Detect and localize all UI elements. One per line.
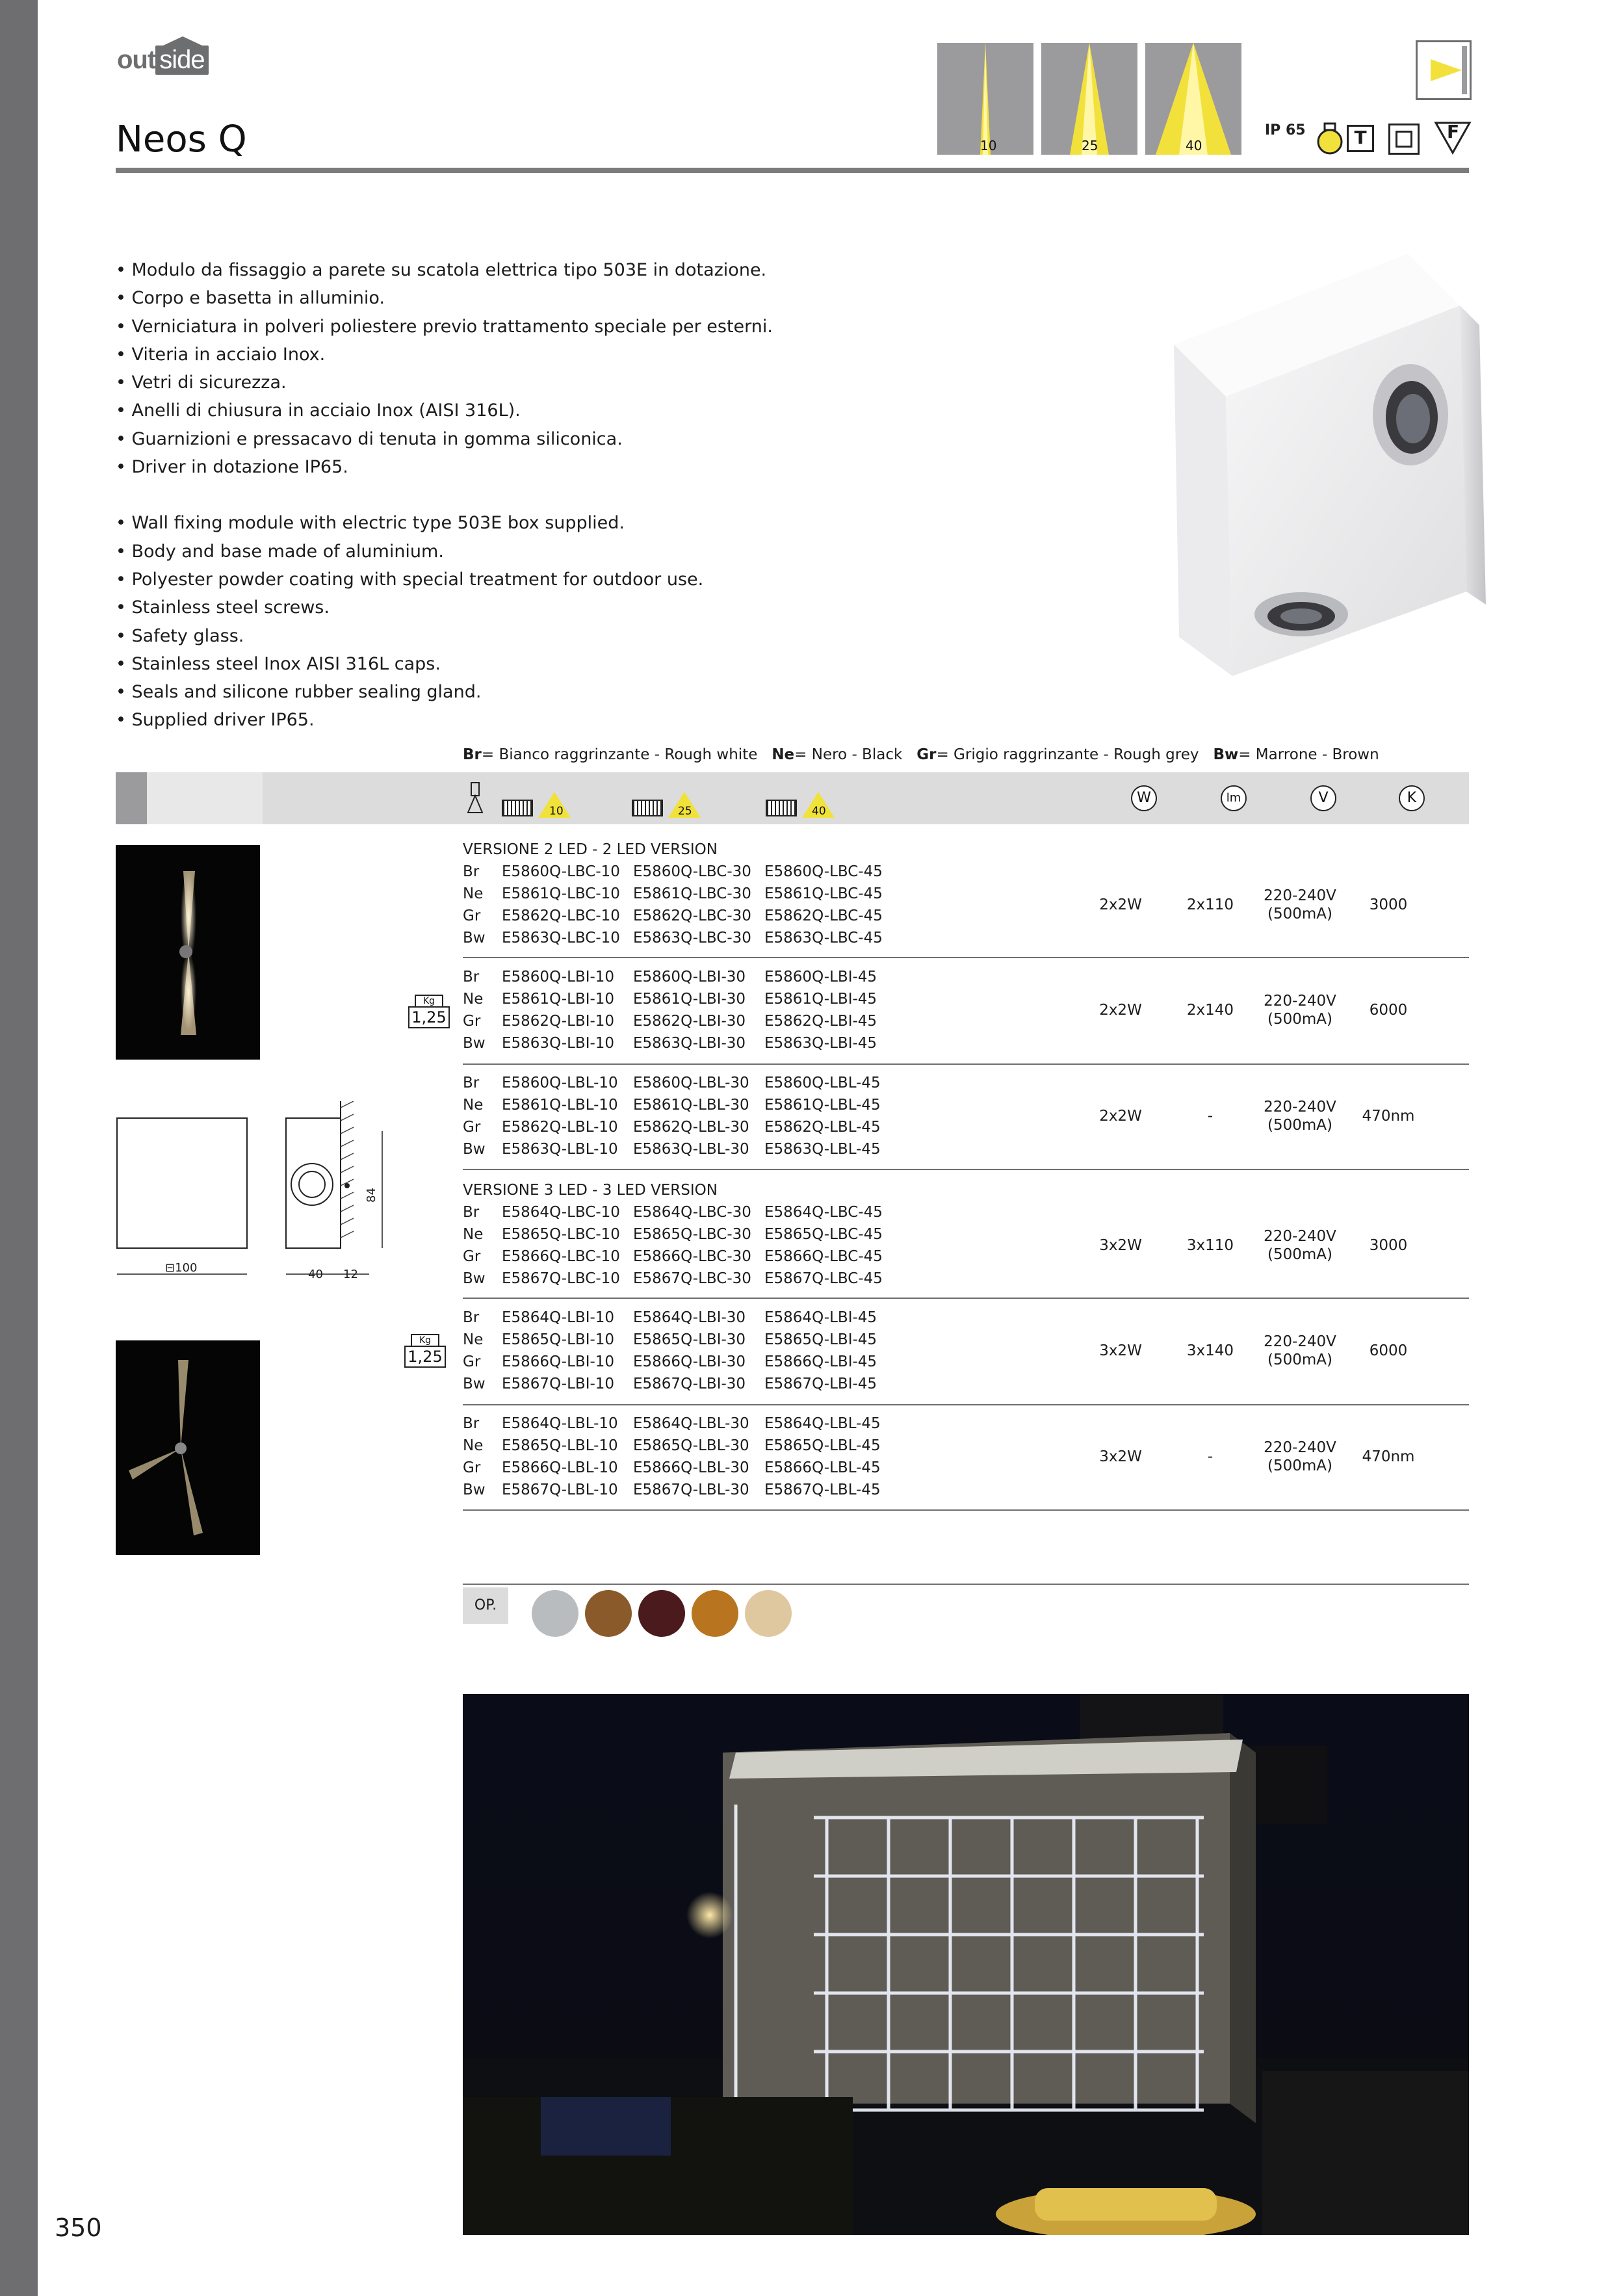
- product-code: E5863Q-LBL-10: [502, 1141, 618, 1158]
- brand-logo: [117, 46, 209, 75]
- product-code: E5861Q-LBI-10: [502, 991, 615, 1008]
- voltage-value: (500mA): [1267, 1457, 1332, 1474]
- product-code: E5861Q-LBC-45: [764, 885, 883, 902]
- product-code: E5864Q-LBL-45: [764, 1415, 881, 1432]
- lumen-value: -: [1207, 1108, 1214, 1125]
- voltage-value: (500mA): [1267, 1011, 1332, 1028]
- dim-depth: 40: [308, 1268, 323, 1281]
- color-temp-value: 470nm: [1362, 1448, 1415, 1465]
- finish-code: Gr: [463, 1248, 481, 1265]
- weight-unit: Kg: [411, 1334, 439, 1346]
- page-number: 350: [55, 2213, 102, 2242]
- finish-swatch-mahogany[interactable]: [638, 1590, 685, 1637]
- finish-code: Br: [463, 969, 480, 985]
- finish-code: Bw: [463, 1035, 486, 1052]
- kelvin-icon: K: [1399, 785, 1425, 811]
- color-temp-value: 6000: [1369, 1342, 1408, 1359]
- product-code: E5865Q-LBI-30: [633, 1331, 746, 1348]
- weight-value: 1,25: [408, 1006, 450, 1028]
- finish-code: Ne: [463, 991, 484, 1008]
- product-code: E5866Q-LBC-10: [502, 1248, 620, 1265]
- finish-code: Br: [463, 1309, 480, 1326]
- finish-swatch-silver[interactable]: [532, 1590, 578, 1637]
- product-code: E5865Q-LBC-30: [633, 1226, 751, 1243]
- feature-en: • Seals and silicone rubber sealing gland.: [116, 682, 482, 703]
- dimension-drawing: [116, 1101, 389, 1290]
- legend-code: Gr: [916, 746, 937, 763]
- legend-code: Br: [463, 746, 482, 763]
- lumen-value: 3x110: [1186, 1237, 1234, 1254]
- finish-code: Ne: [463, 885, 484, 902]
- feature-it: • Modulo da fissaggio a parete su scatola elettrica tipo 503E in dotazione.: [116, 260, 767, 280]
- led-strip-icon: [766, 800, 797, 816]
- wall-light-icon: [1416, 40, 1472, 100]
- product-code: E5862Q-LBL-30: [633, 1119, 749, 1136]
- title-divider: [116, 168, 1469, 173]
- product-code: E5867Q-LBI-30: [633, 1376, 746, 1392]
- light-effect-photo-2led: [116, 845, 260, 1060]
- product-code: E5862Q-LBC-30: [633, 907, 751, 924]
- beam-label: 10: [980, 138, 997, 153]
- dim-height: 84: [364, 1188, 378, 1203]
- product-code: E5860Q-LBI-10: [502, 969, 615, 985]
- finish-code: Gr: [463, 1459, 481, 1476]
- light-effect-photo-3led: [116, 1340, 260, 1555]
- feature-en: • Wall fixing module with electric type 503E box supplied.: [116, 513, 625, 534]
- product-code: E5865Q-LBL-10: [502, 1437, 618, 1454]
- page-side-band: [0, 0, 38, 2296]
- fixture-icon: [465, 781, 485, 814]
- color-legend: [463, 746, 1379, 763]
- color-temp-value: 3000: [1369, 1237, 1408, 1254]
- product-code: E5862Q-LBI-30: [633, 1013, 746, 1030]
- table-row-divider: [463, 1404, 1469, 1405]
- product-code: E5862Q-LBI-45: [764, 1013, 877, 1030]
- product-code: E5867Q-LBI-10: [502, 1376, 615, 1392]
- product-code: E5867Q-LBL-10: [502, 1481, 618, 1498]
- feature-it: • Anelli di chiusura in acciaio Inox (AISI 316L).: [116, 400, 521, 421]
- finish-code: Br: [463, 1075, 480, 1091]
- product-code: E5862Q-LBL-10: [502, 1119, 618, 1136]
- product-code: E5862Q-LBI-10: [502, 1013, 615, 1030]
- beam-angle-40-icon: [1145, 43, 1241, 155]
- product-code: E5864Q-LBC-30: [633, 1204, 751, 1221]
- voltage-value: (500mA): [1267, 1246, 1332, 1263]
- watt-icon: W: [1131, 785, 1157, 811]
- legend-text: = Grigio raggrinzante - Rough grey: [936, 746, 1199, 763]
- power-value: 2x2W: [1099, 1002, 1142, 1019]
- beam-header-label: 40: [812, 805, 826, 818]
- product-code: E5863Q-LBL-45: [764, 1141, 881, 1158]
- product-code: E5864Q-LBL-10: [502, 1415, 618, 1432]
- feature-it: • Guarnizioni e pressacavo di tenuta in gomma siliconica.: [116, 428, 623, 449]
- product-code: E5860Q-LBL-45: [764, 1075, 881, 1091]
- voltage-value: 220-240V: [1264, 887, 1336, 904]
- product-code: E5866Q-LBI-45: [764, 1353, 877, 1370]
- product-code: E5862Q-LBC-10: [502, 907, 620, 924]
- feature-en: • Supplied driver IP65.: [116, 710, 315, 731]
- product-code: E5865Q-LBC-10: [502, 1226, 620, 1243]
- product-title: Neos Q: [116, 118, 247, 161]
- finish-code: Bw: [463, 1376, 486, 1392]
- finish-code: Gr: [463, 1119, 481, 1136]
- lumen-value: 2x140: [1186, 1002, 1234, 1019]
- finish-swatch-walnut[interactable]: [585, 1590, 632, 1637]
- lumen-icon: lm: [1221, 785, 1247, 811]
- feature-en: • Stainless steel Inox AISI 316L caps.: [116, 653, 441, 674]
- feature-it: • Verniciatura in polveri poliestere previo trattamento speciale per esterni.: [116, 316, 773, 337]
- product-code: E5863Q-LBI-45: [764, 1035, 877, 1052]
- feature-en: • Polyester powder coating with special treatment for outdoor use.: [116, 569, 704, 590]
- weight-badge: [404, 1334, 446, 1368]
- color-temp-value: 6000: [1369, 1002, 1408, 1019]
- finish-code: Bw: [463, 930, 486, 946]
- volt-icon: V: [1310, 785, 1336, 811]
- voltage-value: 220-240V: [1264, 1439, 1336, 1456]
- weight-unit: Kg: [415, 995, 443, 1006]
- product-code: E5865Q-LBI-45: [764, 1331, 877, 1348]
- voltage-value: (500mA): [1267, 1351, 1332, 1368]
- weight-badge: [408, 995, 450, 1028]
- voltage-value: 220-240V: [1264, 1333, 1336, 1350]
- product-code: E5866Q-LBL-45: [764, 1459, 881, 1476]
- led-strip-icon: [502, 800, 533, 816]
- product-code: E5861Q-LBI-45: [764, 991, 877, 1008]
- product-code: E5860Q-LBC-45: [764, 863, 883, 880]
- product-code: E5863Q-LBI-10: [502, 1035, 615, 1052]
- legend-text: = Marrone - Brown: [1238, 746, 1379, 763]
- finish-code: Ne: [463, 1097, 484, 1114]
- product-code: E5866Q-LBC-30: [633, 1248, 751, 1265]
- feature-en: • Stainless steel screws.: [116, 597, 330, 618]
- power-value: 2x2W: [1099, 1108, 1142, 1125]
- color-temp-value: 3000: [1369, 896, 1408, 913]
- feature-en: • Body and base made of aluminium.: [116, 541, 444, 562]
- beam-angle-25-icon: [1041, 43, 1137, 155]
- product-code: E5864Q-LBC-45: [764, 1204, 883, 1221]
- flammable-symbol: F: [1447, 121, 1460, 142]
- options-divider: [463, 1584, 1469, 1585]
- feature-it: • Driver in dotazione IP65.: [116, 457, 348, 478]
- product-code: E5866Q-LBL-10: [502, 1459, 618, 1476]
- beam-header-label: 25: [678, 805, 692, 818]
- voltage-value: 220-240V: [1264, 1099, 1336, 1115]
- finish-code: Bw: [463, 1141, 486, 1158]
- color-temp-value: 470nm: [1362, 1108, 1415, 1125]
- product-code: E5864Q-LBL-30: [633, 1415, 749, 1432]
- product-code: E5867Q-LBI-45: [764, 1376, 877, 1392]
- dim-width-value: 100: [175, 1261, 198, 1275]
- table-row-divider: [463, 1169, 1469, 1170]
- lamp-icon: [1316, 122, 1344, 153]
- installation-photo: [463, 1694, 1469, 2235]
- finish-code: Ne: [463, 1437, 484, 1454]
- product-code: E5867Q-LBC-30: [633, 1270, 751, 1287]
- product-code: E5864Q-LBC-10: [502, 1204, 620, 1221]
- led-strip-icon: [632, 800, 663, 816]
- dim-offset: 12: [343, 1268, 358, 1281]
- power-value: 3x2W: [1099, 1342, 1142, 1359]
- product-code: E5867Q-LBL-30: [633, 1481, 749, 1498]
- finish-code: Ne: [463, 1331, 484, 1348]
- voltage-value: 220-240V: [1264, 993, 1336, 1010]
- product-code: E5865Q-LBL-45: [764, 1437, 881, 1454]
- beam-label: 40: [1186, 138, 1202, 153]
- product-code: E5866Q-LBI-10: [502, 1353, 615, 1370]
- legend-code: Bw: [1213, 746, 1239, 763]
- product-code: E5860Q-LBI-30: [633, 969, 746, 985]
- temperature-class-icon: T: [1347, 125, 1374, 152]
- options-label: OP.: [463, 1587, 508, 1624]
- table-row-divider: [463, 1509, 1469, 1511]
- product-code: E5867Q-LBL-45: [764, 1481, 881, 1498]
- class-ii-icon: [1388, 124, 1420, 155]
- product-code: E5861Q-LBC-10: [502, 885, 620, 902]
- finish-swatch-oak[interactable]: [692, 1590, 738, 1637]
- product-code: E5861Q-LBC-30: [633, 885, 751, 902]
- product-code: E5867Q-LBC-45: [764, 1270, 883, 1287]
- product-code: E5865Q-LBI-10: [502, 1331, 615, 1348]
- product-code: E5862Q-LBL-45: [764, 1119, 881, 1136]
- finish-code: Gr: [463, 907, 481, 924]
- voltage-value: (500mA): [1267, 1117, 1332, 1134]
- lumen-value: -: [1207, 1448, 1214, 1465]
- product-code: E5865Q-LBC-45: [764, 1226, 883, 1243]
- product-code: E5866Q-LBL-30: [633, 1459, 749, 1476]
- voltage-value: (500mA): [1267, 906, 1332, 922]
- feature-list: [116, 256, 773, 735]
- finish-code: Br: [463, 1415, 480, 1432]
- logo-text: out: [117, 46, 156, 74]
- product-code: E5860Q-LBC-10: [502, 863, 620, 880]
- logo-box-text: side: [155, 46, 208, 75]
- feature-en: • Safety glass.: [116, 625, 244, 646]
- legend-text: = Bianco raggrinzante - Rough white: [481, 746, 758, 763]
- product-code: E5864Q-LBI-45: [764, 1309, 877, 1326]
- product-code: E5863Q-LBC-30: [633, 930, 751, 946]
- feature-it: • Vetri di sicurezza.: [116, 372, 287, 393]
- product-code: E5865Q-LBL-30: [633, 1437, 749, 1454]
- finish-code: Br: [463, 863, 480, 880]
- beam-label: 25: [1082, 138, 1098, 153]
- lumen-value: 3x140: [1186, 1342, 1234, 1359]
- flammable-surface-icon: [1434, 121, 1472, 155]
- product-code: E5861Q-LBL-45: [764, 1097, 881, 1114]
- finish-code: Bw: [463, 1270, 486, 1287]
- power-value: 2x2W: [1099, 896, 1142, 913]
- product-code: E5860Q-LBI-45: [764, 969, 877, 985]
- finish-swatch-birch[interactable]: [745, 1590, 792, 1637]
- product-code: E5863Q-LBL-30: [633, 1141, 749, 1158]
- dim-width: ⊟100: [165, 1261, 198, 1275]
- product-code: E5861Q-LBL-30: [633, 1097, 749, 1114]
- feature-it: • Viteria in acciaio Inox.: [116, 344, 326, 365]
- finish-code: Br: [463, 1204, 480, 1221]
- version-heading: VERSIONE 2 LED - 2 LED VERSION: [463, 841, 718, 858]
- finish-code: Gr: [463, 1013, 481, 1030]
- legend-text: = Nero - Black: [794, 746, 903, 763]
- beam-header-label: 10: [549, 805, 564, 818]
- ip-rating: IP 65: [1265, 122, 1306, 138]
- product-code: E5864Q-LBI-10: [502, 1309, 615, 1326]
- finish-code: Gr: [463, 1353, 481, 1370]
- lumen-value: 2x110: [1186, 896, 1234, 913]
- product-code: E5864Q-LBI-30: [633, 1309, 746, 1326]
- finish-code: Bw: [463, 1481, 486, 1498]
- product-image: [1154, 254, 1492, 683]
- product-code: E5862Q-LBC-45: [764, 907, 883, 924]
- table-row-divider: [463, 1063, 1469, 1065]
- power-value: 3x2W: [1099, 1448, 1142, 1465]
- product-code: E5860Q-LBL-30: [633, 1075, 749, 1091]
- version-heading: VERSIONE 3 LED - 3 LED VERSION: [463, 1182, 718, 1199]
- feature-it: • Corpo e basetta in alluminio.: [116, 288, 385, 309]
- voltage-value: 220-240V: [1264, 1228, 1336, 1245]
- beam-angle-10-icon: [937, 43, 1033, 155]
- finish-code: Ne: [463, 1226, 484, 1243]
- table-row-divider: [463, 957, 1469, 958]
- product-code: E5863Q-LBC-45: [764, 930, 883, 946]
- table-row-divider: [463, 1298, 1469, 1299]
- product-code: E5867Q-LBC-10: [502, 1270, 620, 1287]
- product-code: E5861Q-LBI-30: [633, 991, 746, 1008]
- legend-code: Ne: [772, 746, 795, 763]
- product-code: E5866Q-LBI-30: [633, 1353, 746, 1370]
- product-code: E5860Q-LBC-30: [633, 863, 751, 880]
- product-code: E5863Q-LBC-10: [502, 930, 620, 946]
- weight-value: 1,25: [404, 1346, 446, 1368]
- product-code: E5861Q-LBL-10: [502, 1097, 618, 1114]
- product-code: E5863Q-LBI-30: [633, 1035, 746, 1052]
- product-code: E5866Q-LBC-45: [764, 1248, 883, 1265]
- product-code: E5860Q-LBL-10: [502, 1075, 618, 1091]
- power-value: 3x2W: [1099, 1237, 1142, 1254]
- table-header-bar: [116, 772, 1469, 824]
